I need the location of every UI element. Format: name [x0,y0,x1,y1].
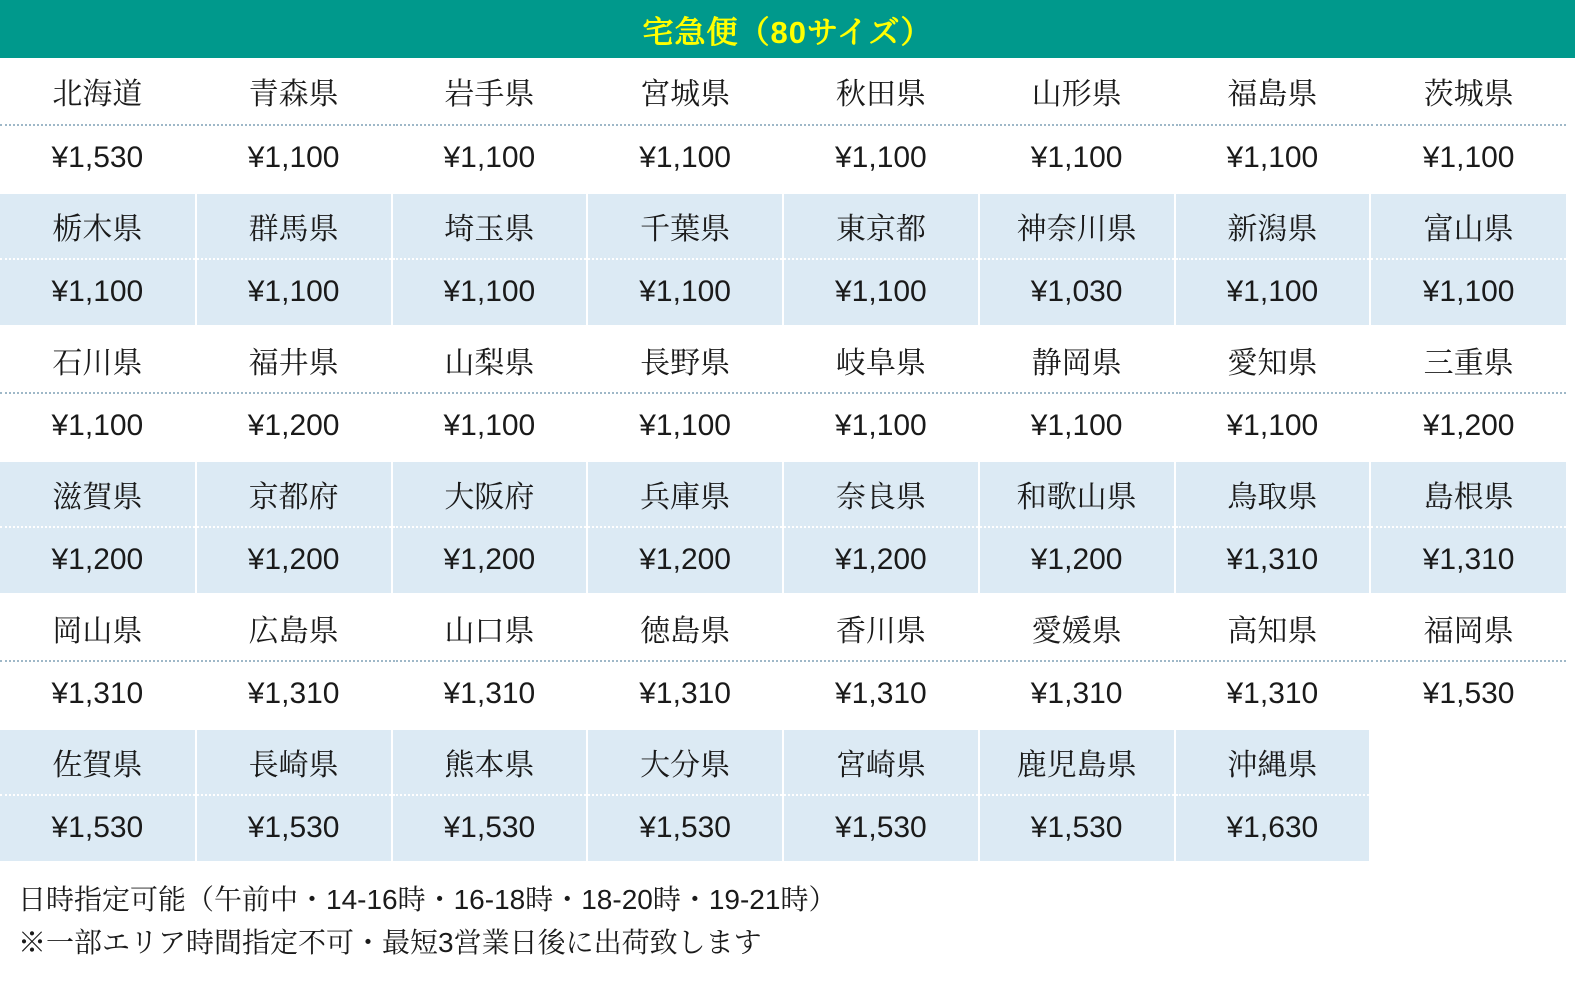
prefecture-cell: 広島県 [196,594,392,661]
prefecture-cell: 岡山県 [0,594,196,661]
prefecture-cell: 東京都 [783,192,979,259]
price-cell: ¥1,100 [783,259,979,326]
prefecture-cell: 兵庫県 [587,460,783,527]
prefecture-cell: 山口県 [392,594,588,661]
price-cell: ¥1,200 [392,527,588,594]
price-cell: ¥1,530 [0,125,196,192]
prefecture-cell: 愛知県 [1175,326,1371,393]
price-cell: ¥1,530 [587,795,783,862]
price-cell: ¥1,030 [979,259,1175,326]
prefecture-cell: 新潟県 [1175,192,1371,259]
price-cell: ¥1,100 [783,125,979,192]
prefecture-cell: 群馬県 [196,192,392,259]
prefecture-cell: 高知県 [1175,594,1371,661]
prefecture-cell: 岐阜県 [783,326,979,393]
price-cell: ¥1,200 [196,393,392,460]
prefecture-cell: 福島県 [1175,58,1371,125]
table-row [0,795,1566,862]
prefecture-cell: 和歌山県 [979,460,1175,527]
prefecture-cell: 茨城県 [1370,58,1566,125]
price-cell: ¥1,310 [196,661,392,728]
price-cell: ¥1,100 [1175,125,1371,192]
price-cell: ¥1,100 [196,259,392,326]
prefecture-cell: 千葉県 [587,192,783,259]
price-cell: ¥1,310 [1175,661,1371,728]
table-row [0,192,1566,259]
prefecture-cell: 徳島県 [587,594,783,661]
price-cell: ¥1,530 [783,795,979,862]
prefecture-cell: 佐賀県 [0,728,196,795]
rate-table [0,58,1566,864]
prefecture-cell: 秋田県 [783,58,979,125]
prefecture-cell: 北海道 [0,58,196,125]
price-cell: ¥1,310 [587,661,783,728]
prefecture-cell: 宮城県 [587,58,783,125]
prefecture-cell: 山梨県 [392,326,588,393]
price-cell: ¥1,630 [1175,795,1371,862]
price-cell: ¥1,100 [392,125,588,192]
prefecture-cell: 京都府 [196,460,392,527]
table-row [0,460,1566,527]
prefecture-cell: 沖縄県 [1175,728,1371,795]
price-cell: ¥1,310 [392,661,588,728]
prefecture-cell: 鳥取県 [1175,460,1371,527]
price-cell: ¥1,200 [783,527,979,594]
price-cell: ¥1,310 [0,661,196,728]
table-row [0,527,1566,594]
empty-cell [1370,795,1566,862]
prefecture-cell: 静岡県 [979,326,1175,393]
prefecture-cell: 大阪府 [392,460,588,527]
page-title: 宅急便（80サイズ） [642,14,933,50]
prefecture-cell: 鹿児島県 [979,728,1175,795]
prefecture-cell: 愛媛県 [979,594,1175,661]
table-row [0,728,1566,795]
notes-section [0,864,1575,965]
prefecture-cell: 栃木県 [0,192,196,259]
price-cell: ¥1,100 [392,393,588,460]
prefecture-cell: 熊本県 [392,728,588,795]
prefecture-cell: 山形県 [979,58,1175,125]
price-cell: ¥1,100 [196,125,392,192]
price-cell: ¥1,530 [0,795,196,862]
prefecture-cell: 島根県 [1370,460,1566,527]
price-cell: ¥1,100 [0,259,196,326]
price-cell: ¥1,100 [587,393,783,460]
prefecture-cell: 福井県 [196,326,392,393]
prefecture-cell: 奈良県 [783,460,979,527]
price-cell: ¥1,100 [392,259,588,326]
prefecture-cell: 滋賀県 [0,460,196,527]
price-cell: ¥1,530 [196,795,392,862]
table-row [0,594,1566,661]
title-bar [0,0,1575,58]
prefecture-cell: 福岡県 [1370,594,1566,661]
prefecture-cell: 大分県 [587,728,783,795]
price-cell: ¥1,100 [1370,259,1566,326]
prefecture-cell: 長崎県 [196,728,392,795]
prefecture-cell: 岩手県 [392,58,588,125]
empty-cell [1370,728,1566,795]
note-shipping-disclaimer: ※一部エリア時間指定不可・最短3営業日後に出荷致します [18,926,762,958]
price-cell: ¥1,200 [0,527,196,594]
table-row [0,259,1566,326]
price-cell: ¥1,530 [1370,661,1566,728]
prefecture-cell: 長野県 [587,326,783,393]
price-cell: ¥1,530 [392,795,588,862]
note-delivery-time: 日時指定可能（午前中・14-16時・16-18時・18-20時・19-21時） [18,883,837,915]
prefecture-cell: 香川県 [783,594,979,661]
prefecture-cell: 青森県 [196,58,392,125]
price-cell: ¥1,200 [196,527,392,594]
prefecture-cell: 宮崎県 [783,728,979,795]
table-row [0,125,1566,192]
prefecture-cell: 埼玉県 [392,192,588,259]
prefecture-cell: 石川県 [0,326,196,393]
price-cell: ¥1,100 [1175,393,1371,460]
prefecture-cell: 神奈川県 [979,192,1175,259]
price-cell: ¥1,310 [783,661,979,728]
price-cell: ¥1,100 [0,393,196,460]
price-cell: ¥1,310 [1175,527,1371,594]
price-cell: ¥1,100 [979,125,1175,192]
price-cell: ¥1,200 [979,527,1175,594]
table-row [0,661,1566,728]
prefecture-cell: 富山県 [1370,192,1566,259]
table-row [0,58,1566,125]
price-cell: ¥1,200 [587,527,783,594]
price-cell: ¥1,310 [1370,527,1566,594]
prefecture-cell: 三重県 [1370,326,1566,393]
table-row [0,326,1566,393]
price-cell: ¥1,100 [1175,259,1371,326]
price-cell: ¥1,310 [979,661,1175,728]
price-cell: ¥1,530 [979,795,1175,862]
price-cell: ¥1,100 [587,125,783,192]
price-cell: ¥1,100 [783,393,979,460]
price-cell: ¥1,100 [587,259,783,326]
price-cell: ¥1,100 [979,393,1175,460]
price-cell: ¥1,200 [1370,393,1566,460]
table-row [0,393,1566,460]
price-cell: ¥1,100 [1370,125,1566,192]
